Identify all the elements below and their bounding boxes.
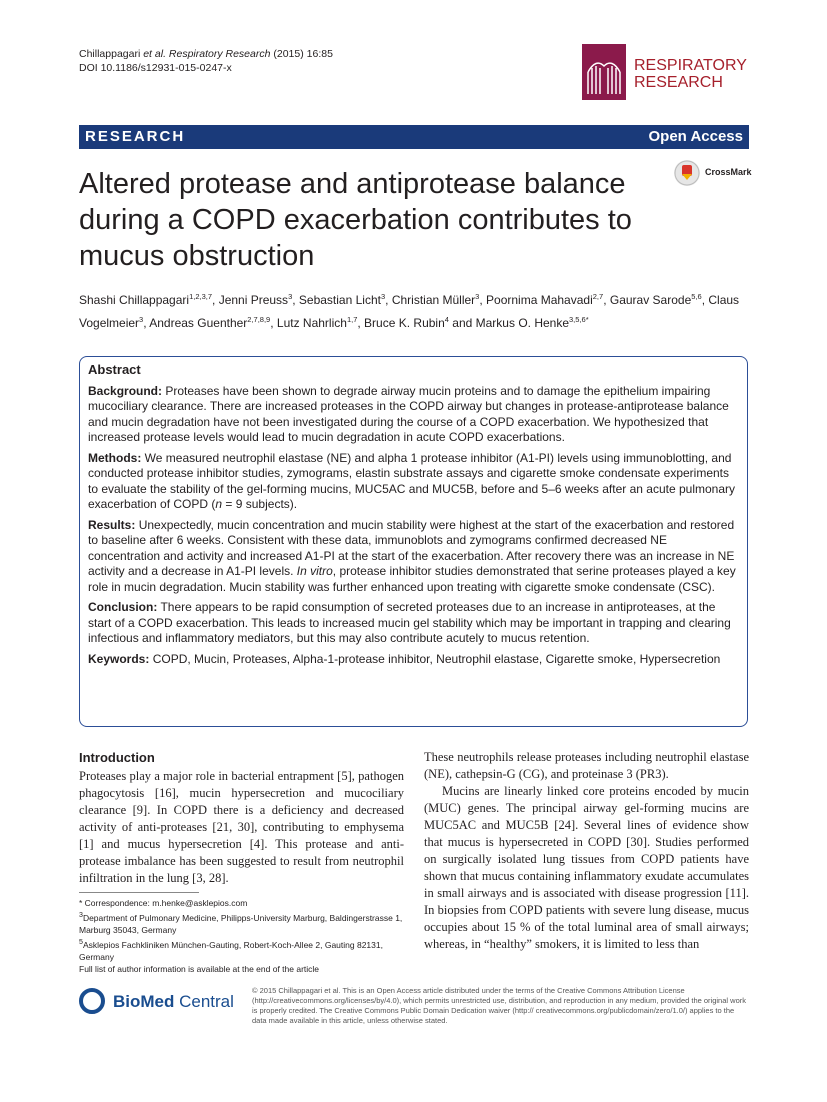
introduction-paragraph-3: Mucins are linearly linked core proteins encoded by mucin (MUC) genes. The principal airway gel-forming mucins are MUC5AC and MUC5B [24]. Several lines of evidence show that mucus is hypersecreted in COPD [30]. Studies performed on surgically isolated lung tissues from COPD patients have shown that mucus containing inflammatory exudate accumulates in small airways and is associated with disease progression [11]. In biopsies from COPD patients with severe lung disease, mucus occupies about 15 % of the total luminal area of small airways; whereas, in “healthy” smokers, it is limited to less than bbox=[424, 784, 749, 951]
results-in-vitro: In vitro bbox=[296, 564, 333, 578]
author-name[interactable]: Sebastian Licht bbox=[298, 293, 381, 307]
author-affiliation: 3,5,6* bbox=[569, 315, 589, 324]
central-regular: Central bbox=[174, 992, 234, 1011]
author-name[interactable]: Gaurav Sarode bbox=[609, 293, 692, 307]
abstract-methods bbox=[88, 451, 741, 513]
author-affiliation: 4 bbox=[444, 315, 449, 324]
abstract-box bbox=[79, 356, 748, 727]
article-type-banner bbox=[79, 125, 749, 149]
author-affiliation: 2,7 bbox=[592, 292, 604, 301]
abstract-conclusion bbox=[88, 600, 741, 647]
author-affiliation: 3 bbox=[475, 292, 480, 301]
abstract-background bbox=[88, 384, 741, 446]
author-affiliation: 3 bbox=[288, 292, 293, 301]
abstract-heading: Abstract bbox=[88, 362, 141, 377]
keywords-text: COPD, Mucin, Proteases, Alpha-1-protease inhibitor, Neutrophil elastase, Cigarette smoke, Hypersecretion bbox=[152, 651, 721, 666]
author-name[interactable]: Claus Vogelmeier bbox=[79, 293, 740, 330]
biomed-central-logo[interactable] bbox=[79, 986, 249, 1020]
author-name[interactable]: Lutz Nahrlich bbox=[276, 316, 347, 330]
affiliation-5-text: Asklepios Fachkliniken München-Gauting, Robert-Koch-Allee 2, Gauting 82131, Germany bbox=[79, 939, 383, 962]
citation-volume: (2015) 16:85 bbox=[270, 48, 333, 60]
journal-logo-line2: RESEARCH bbox=[634, 74, 723, 91]
correspondence-note[interactable]: * Correspondence: m.henke@asklepios.com bbox=[79, 898, 248, 908]
license-statement: © 2015 Chillappagari et al. This is an Open Access article distributed under the terms of the Creative Commons Attribution License (http://creativecommons.org/licenses/by/4.0), which permits unrestricted use, distribution, and reproduction in any medium, provided the original work is properly credited. The Creative Commons Public Domain Dedication waiver (http:// creativecommons.org/publicdomain/zero/1.0/) applies to the data made available in this article, unless otherwise stated. bbox=[252, 986, 746, 1025]
author-name[interactable]: Markus O. Henke bbox=[475, 316, 570, 330]
citation-authors: Chillappagari bbox=[79, 48, 144, 60]
methods-n: n bbox=[215, 497, 223, 511]
author-affiliation: 3 bbox=[380, 292, 386, 301]
affiliation-5-number: 5 bbox=[79, 937, 83, 946]
journal-logo-text bbox=[634, 57, 747, 91]
author-info-note: Full list of author information is available at the end of the article bbox=[79, 963, 320, 974]
crossmark-label: CrossMark bbox=[705, 167, 752, 177]
methods-text: We measured neutrophil elastase (NE) and alpha 1 protease inhibitor (A1-PI) levels using immunoblotting, and conducted protease inhibitor studies, zymograms, elastin substrate assays and cigarette smoke condensate experiments to evaluate the stability of the gel-forming mucins, MUC5AC and MUC5B, before and 5–6 weeks after an acute pulmonary exacerbation of COPD ( bbox=[88, 450, 735, 511]
author-name[interactable]: Bruce K. Rubin bbox=[364, 316, 445, 330]
affiliation-3-number: 3 bbox=[79, 911, 83, 919]
keywords-label: Keywords: bbox=[88, 651, 150, 666]
article-type-label: RESEARCH bbox=[85, 128, 186, 145]
conclusion-text: There appears to be rapid consumption of secreted proteases due to an increase in antiproteases, at the start of a COPD exacerbation. This leads to increased mucin gel stability which may be important in trapping and clearing infectious and inflammatory mediators, but this may also contribute acutely to mucus retention. bbox=[88, 600, 731, 645]
author-name[interactable]: Shashi Chillappagari bbox=[79, 293, 190, 307]
footnotes bbox=[79, 897, 404, 975]
article-title: Altered protease and antiprotease balance during a COPD exacerbation contributes to mucus obstruction bbox=[79, 168, 632, 272]
citation-doi: DOI 10.1186/s12931-015-0247-x bbox=[79, 62, 232, 74]
results-text-end: , protease inhibitor studies demonstrated that serine proteases played a key role in mucin degradation. Mucin stability was further enhanced upon treating with cigarette smoke condensate (CSC). bbox=[88, 564, 736, 594]
author-affiliation: 5,6 bbox=[691, 292, 702, 301]
introduction-heading: Introduction bbox=[79, 750, 155, 765]
crossmark-icon bbox=[674, 160, 700, 186]
author-list: Shashi Chillappagari$^{1,2,3,7}$, Jenni Preuss$^3$, Sebastian Licht$^3$, Christian Müller$^3$, Poornima Mahavadi$^{2,7}$, Gaurav Sarode$^{5,6}$, Claus Vogelmeier$^3$, Andreas Guenther$^{2,7,8,9}$, Lutz Nahrlich$^{1,7}$, Bruce K. Rubin$^4$ and Markus O. Henke$^{3,5,6*}$ bbox=[79, 292, 740, 330]
author-affiliation: 1,7 bbox=[346, 315, 358, 324]
affiliation-5 bbox=[79, 936, 404, 963]
open-access-label[interactable]: Open Access bbox=[648, 128, 743, 145]
citation-header bbox=[79, 47, 333, 75]
biomed-bold: BioMed bbox=[113, 992, 175, 1011]
methods-label: Methods: bbox=[88, 450, 142, 465]
abstract-keywords bbox=[88, 652, 741, 668]
background-label: Background: bbox=[88, 383, 163, 398]
biomed-central-wordmark bbox=[113, 992, 234, 1012]
abstract-results bbox=[88, 518, 741, 596]
results-label: Results: bbox=[88, 517, 136, 532]
journal-logo-line1: RESPIRATORY bbox=[634, 57, 747, 74]
author-name[interactable]: Andreas Guenther bbox=[149, 316, 248, 330]
methods-text-end: = 9 subjects). bbox=[222, 497, 298, 511]
author-name[interactable]: Christian Müller bbox=[391, 293, 476, 307]
introduction-paragraph-1: Proteases play a major role in bacterial entrapment [5], pathogen phagocytosis [16], mucin hypersecretion and mucociliary clearance [9]. In COPD there is a deficiency and decreased activity of anti-proteases [21, 30], contributing to emphysema [1] and mucus hypersecretion [4]. This protease and anti-protease imbalance has been suggested to result from neutrophil infiltration in the lung [3, 28]. bbox=[79, 769, 404, 885]
journal-logo[interactable] bbox=[582, 44, 749, 100]
background-text: Proteases have been shown to degrade airway mucin proteins and to damage the epithelium impairing mucociliary clearance. There are increased proteases in the COPD airway but changes in protease-antiprotease balance and mucin degradation have not been investigated during the course of a COPD exacerbation. We hypothesized that increased protease levels would lead to mucin degradation in acute COPD exacerbations. bbox=[88, 383, 729, 444]
crossmark-badge[interactable] bbox=[672, 158, 752, 188]
biomed-central-ring-icon bbox=[79, 988, 105, 1014]
body-column-left bbox=[79, 749, 404, 887]
body-column-right bbox=[424, 749, 749, 953]
author-name[interactable]: Poornima Mahavadi bbox=[486, 293, 593, 307]
introduction-paragraph-2: These neutrophils release proteases including neutrophil elastase (NE), cathepsin-G (CG), and proteinase 3 (PR3). bbox=[424, 750, 749, 781]
author-affiliation: 3 bbox=[139, 315, 144, 324]
conclusion-label: Conclusion: bbox=[88, 600, 158, 614]
author-affiliation: 2,7,8,9 bbox=[247, 315, 271, 324]
affiliation-3-text: Department of Pulmonary Medicine, Philipps-University Marburg, Baldingerstrasse 1, Marburg 35043, Germany bbox=[79, 912, 403, 935]
author-name[interactable]: Jenni Preuss bbox=[218, 293, 289, 307]
citation-journal: et al. Respiratory Research bbox=[143, 48, 271, 60]
results-text: Unexpectedly, mucin concentration and mucin stability were highest at the start of the exacerbation and restored to baseline after 6 weeks. Consistent with these data, immunoblots and zymograms confirmed decreased NE concentration and activity and increased A1-PI at the start of the exacerbation. After recovery there was an increase in NE activity and a decrease in A1-PI levels. bbox=[88, 517, 735, 578]
footnote-divider bbox=[79, 892, 199, 893]
affiliation-3 bbox=[79, 909, 404, 936]
author-affiliation: 1,2,3,7 bbox=[189, 292, 213, 301]
journal-logo-mark bbox=[582, 44, 626, 100]
